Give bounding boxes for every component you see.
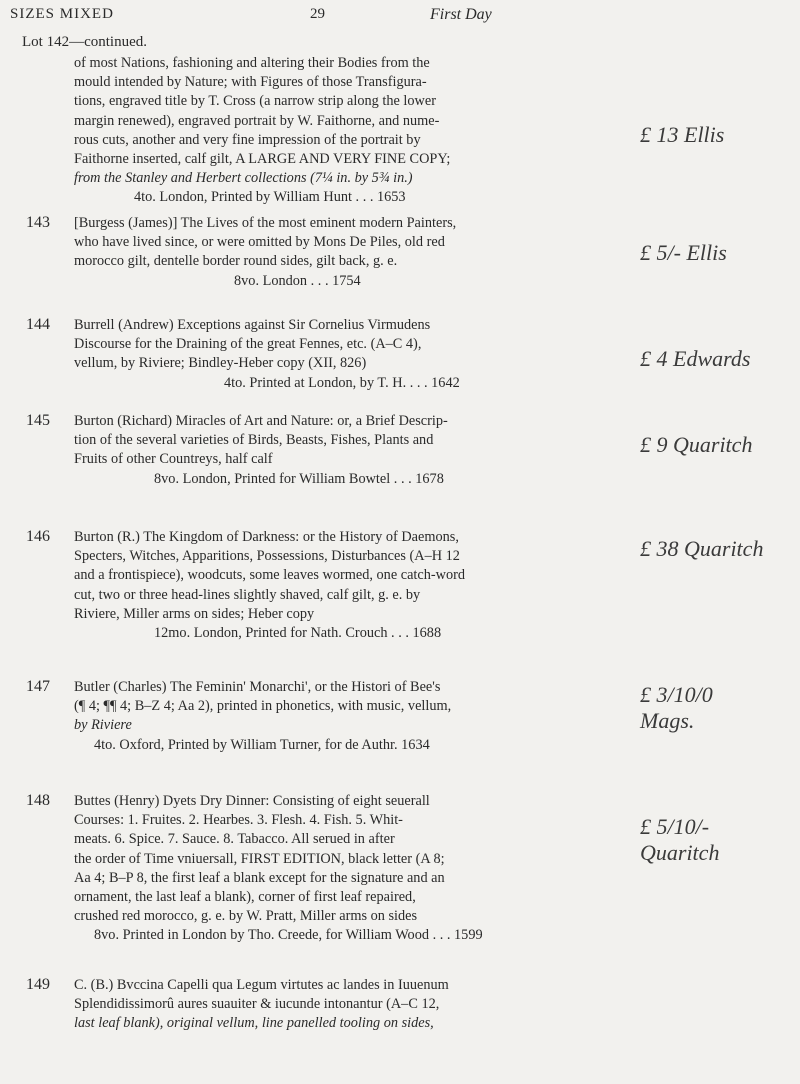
handwritten-price: £ 5/10/- Quaritch — [640, 814, 720, 865]
lot-description: Butler (Charles) The Feminin' Monarchi', or the Histori of Bee's (¶ 4; ¶¶ 4; B–Z 4; Aa 2), printed in phonetics, with music, vellum, by Riviere 4to. Oxford, Printed by William Turner, for de Authr. 1634 — [74, 678, 632, 755]
lot-description: of most Nations, fashioning and altering their Bodies from the mould intended by Nature; with Figures of those Transfigura- tions, engraved title by T. Cross (a narrow strip along the lower margin renewed), engraved portrait by W. Faithorne, and nume- rous cuts, another and very fine impression of the portrait by Faithorne inserted, calf gilt, A LARGE AND VERY FINE COPY; from the Stanley and Herbert collections (7¼ in. by 5¾ in.) 4to. London, Printed by William Hunt . . . 1653 — [74, 54, 632, 208]
lot-number: 148 — [26, 792, 50, 809]
lot-description: C. (B.) Bvccina Capelli qua Legum virtutes ac landes in Iuuenum Splendidissimorû aures suauiter & iucunde intonantur (A–C 12, last leaf blank), original vellum, line panelled tooling on sides, — [74, 977, 449, 1032]
handwritten-price: £ 4 Edwards — [640, 346, 751, 371]
handwritten-price: £ 3/10/0 Mags. — [640, 682, 713, 733]
lot-imprint: 8vo. London, Printed for William Bowtel . . . 1678 — [154, 470, 444, 487]
lot-continued-heading: Lot 142—continued. — [22, 34, 147, 50]
page-number: 29 — [310, 6, 325, 22]
handwritten-price: £ 38 Quaritch — [640, 536, 764, 561]
lot-description: Burton (Richard) Miracles of Art and Nature: or, a Brief Descrip- tion of the several varieties of Birds, Beasts, Fishes, Plants and Fruits of other Countreys, half calf 8vo. London, Printed for William Bowtel . . . 1678 — [74, 412, 632, 489]
page-header — [10, 6, 790, 28]
lot-number: 143 — [26, 214, 50, 231]
lot-number: 145 — [26, 412, 50, 429]
lot-description: Burton (R.) The Kingdom of Darkness: or the History of Daemons, Specters, Witches, Apparitions, Possessions, Disturbances (A–H 12 and a frontispiece), woodcuts, some leaves wormed, one catch-word cut, two or three head-lines slightly shaved, calf gilt, g. e. by Riviere, Miller arms on sides; Heber copy 12mo. London, Printed for Nath. Crouch . . . 1688 — [74, 528, 632, 643]
handwritten-price: £ 9 Quaritch — [640, 432, 753, 457]
lot-description: Burrell (Andrew) Exceptions against Sir Cornelius Virmudens Discourse for the Draining of the great Fennes, etc. (A–C 4), vellum, by Riviere; Bindley-Heber copy (XII, 826) 4to. Printed at London, by T. H. . . . 1642 — [74, 316, 632, 393]
lot-imprint: 4to. London, Printed by William Hunt . . . 1653 — [134, 189, 406, 206]
lot-number: 147 — [26, 678, 50, 695]
lot-number: 146 — [26, 528, 50, 545]
lot-imprint: 4to. Oxford, Printed by William Turner, for de Authr. 1634 — [94, 736, 430, 753]
handwritten-price: £ 5/- Ellis — [640, 240, 727, 265]
header-section: SIZES MIXED — [10, 6, 114, 22]
lot-description: Buttes (Henry) Dyets Dry Dinner: Consisting of eight seuerall Courses: 1. Fruites. 2. Hearbes. 3. Flesh. 4. Fish. 5. Whit- meats. 6. Spice. 7. Sauce. 8. Tabacco. All serued in after the order of Time vniuersall, FIRST EDITION, black letter (A 8; Aa 4; B–P 8, the first leaf a blank except for the signature and an ornament, the last leaf a blank), corner of first leaf repaired, crushed red morocco, g. e. by W. Pratt, Miller arms on sides 8vo. Printed in London by Tho. Creede, for William Wood . . . 1599 — [74, 792, 632, 946]
lot-imprint: 8vo. Printed in London by Tho. Creede, for William Wood . . . 1599 — [94, 927, 483, 944]
lot-imprint: 4to. Printed at London, by T. H. . . . 1642 — [224, 374, 460, 391]
lot-number: 144 — [26, 316, 50, 333]
handwritten-price: £ 13 Ellis — [640, 122, 725, 147]
header-day: First Day — [430, 6, 492, 23]
lot-imprint: 12mo. London, Printed for Nath. Crouch . . . 1688 — [154, 625, 442, 642]
lot-number: 149 — [26, 976, 50, 993]
lot-imprint: 8vo. London . . . 1754 — [234, 272, 361, 289]
lot-description: [Burgess (James)] The Lives of the most eminent modern Painters, who have lived since, or were omitted by Mons De Piles, old red morocco gilt, dentelle border round sides, gilt back, g. e. 8vo. London . . . 1754 — [74, 214, 632, 291]
